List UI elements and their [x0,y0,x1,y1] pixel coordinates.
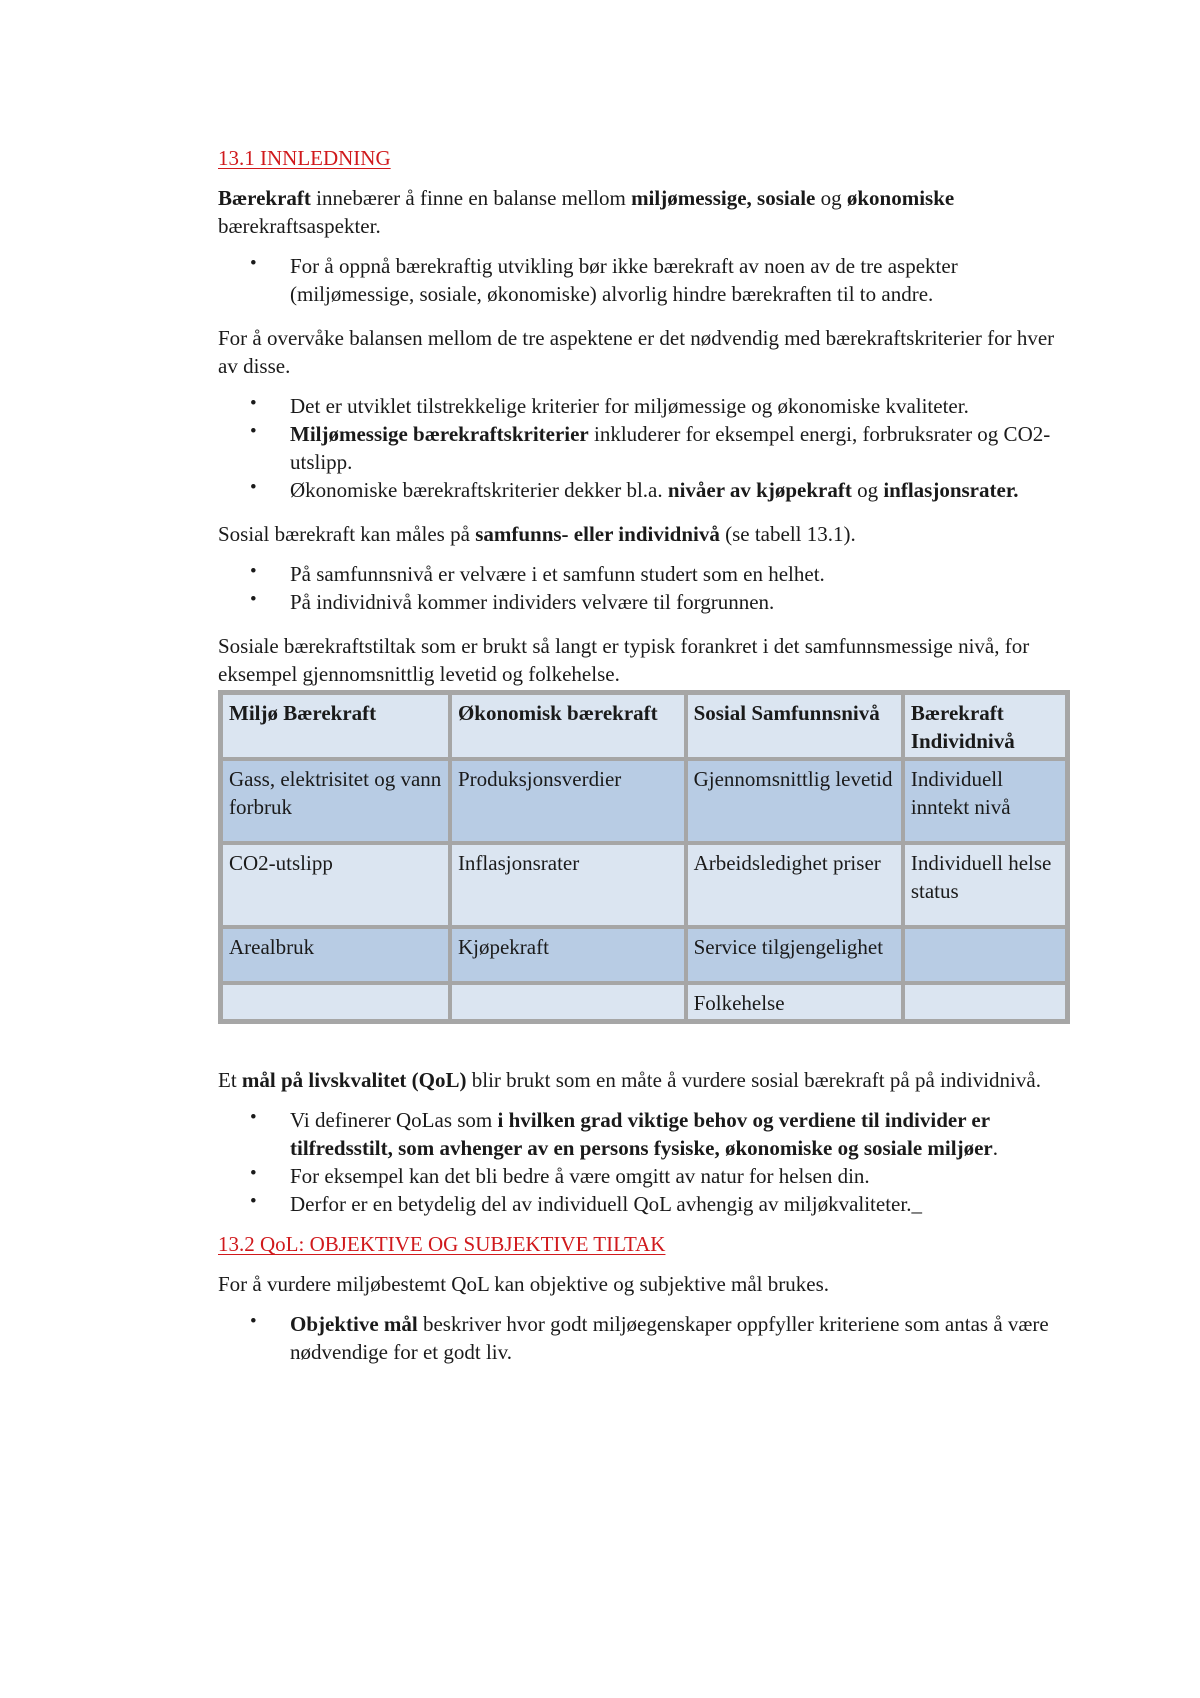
bullet-list [218,560,1078,616]
table-cell: Produksjonsverdier [450,759,686,843]
list-item [218,420,1078,476]
bullet-icon: • [250,253,257,274]
text: På individnivå kommer individers velvære til forgrunnen. [290,590,775,614]
table-cell [903,983,1067,1021]
bullet-list [218,1310,1078,1366]
table-cell: CO2-utslipp [221,843,450,927]
text: og [851,478,884,502]
table-cell: Arealbruk [221,927,450,983]
table-header-row [221,693,1067,759]
text: innebærer å finne en balanse mellom [310,186,632,210]
sustainability-table [218,690,1070,1024]
bullet-icon: • [250,1191,257,1212]
bullet-icon: • [250,421,257,442]
text: Et [218,1068,242,1092]
table-cell: Kjøpekraft [450,927,686,983]
list-item [218,476,1078,504]
bullet-icon: • [250,1311,257,1332]
table-cell: Individuell inntekt nivå [903,759,1067,843]
text-bold: Bærekraft [218,186,311,210]
text: og [815,186,847,210]
table-cell [450,983,686,1021]
bullet-icon: • [250,477,257,498]
table-cell: Folkehelse [686,983,903,1021]
table-header-cell: Sosial Samfunnsnivå [686,693,903,759]
list-item [218,1106,1078,1162]
table-row [221,759,1067,843]
text: (se tabell 13.1). [719,522,856,546]
section-heading-qol-measures: 13.2 QoL: OBJEKTIVE OG SUBJEKTIVE TILTAK [218,1232,666,1256]
text: Økonomiske bærekraftskriterier dekker bl.a. [290,478,668,502]
list-item [218,1190,1078,1218]
text: blir brukt som en måte å vurdere sosial bærekraft på på individnivå. [466,1068,1041,1092]
list-item [218,588,1078,616]
text-bold: mål på livskvalitet (QoL) [241,1068,467,1092]
text: beskriver hvor godt miljøegenskaper oppfyller kriteriene som antas å være nødvendige for et godt liv. [290,1312,1049,1364]
text-bold: Miljømessige bærekraftskriterier [290,422,589,446]
text-bold: inflasjonsrater. [883,478,1019,502]
list-item [218,392,1078,420]
paragraph: Sosiale bærekraftstiltak som er brukt så langt er typisk forankret i det samfunnsmessige nivå, for eksempel gjennomsnittlig levetid og folkehelse. [218,634,1030,686]
list-item [218,560,1078,588]
text: . [992,1136,998,1160]
table-row [221,927,1067,983]
bullet-icon: • [250,393,257,414]
bullet-list [218,252,1078,308]
bullet-list [218,392,1078,504]
list-item [218,1162,1078,1190]
paragraph [218,520,1078,548]
text: På samfunnsnivå er velvære i et samfunn studert som en helhet. [290,562,825,586]
text: Det er utviklet tilstrekkelige kriterier for miljømessige og økonomiske kvaliteter. [290,394,969,418]
bullet-icon: • [250,1163,257,1184]
text-bold: miljømessige, sosiale [631,186,816,210]
bullet-icon: • [250,561,257,582]
paragraph-qol [218,1066,1078,1094]
table-header-cell: Økonomisk bærekraft [450,693,686,759]
text: inkluderer for eksempel energi, forbruksrater og CO2-utslipp. [290,422,1051,474]
text: Vi definerer QoLas som [290,1108,498,1132]
text-bold: nivåer av kjøpekraft [667,478,852,502]
list-item [218,252,1078,308]
text-bold: samfunns- eller individnivå [475,522,720,546]
document-content [218,144,1078,1366]
text-bold: Objektive mål [290,1312,418,1336]
section-heading-innledning: 13.1 INNLEDNING [218,146,391,170]
paragraph: For å overvåke balansen mellom de tre aspektene er det nødvendig med bærekraftskriterier for hver av disse. [218,326,1055,378]
bullet-icon: • [250,1107,257,1128]
text: Sosial bærekraft kan måles på [218,522,476,546]
table-cell: Individuell helse status [903,843,1067,927]
text: Derfor er en betydelig del av individuell QoL avhengig av miljøkvaliteter._ [290,1192,922,1216]
text: For eksempel kan det bli bedre å være omgitt av natur for helsen din. [290,1164,870,1188]
paragraph: For å vurdere miljøbestemt QoL kan objektive og subjektive mål brukes. [218,1272,829,1296]
paragraph-intro [218,184,1078,240]
text: bærekraftsaspekter. [218,214,381,238]
list-item [218,1310,1078,1366]
table-header-cell: Bærekraft Individnivå [903,693,1067,759]
table-header-cell: Miljø Bærekraft [221,693,450,759]
table-row [221,843,1067,927]
table-row [221,983,1067,1021]
text: For å oppnå bærekraftig utvikling bør ikke bærekraft av noen av de tre aspekter (miljømessige, sosiale, økonomiske) alvorlig hindre bærekraften til to andre. [290,254,958,306]
table-cell: Arbeidsledighet priser [686,843,903,927]
table-cell: Gass, elektrisitet og vann forbruk [221,759,450,843]
bullet-list [218,1106,1078,1218]
table-cell [903,927,1067,983]
text-bold: økonomiske [846,186,955,210]
bullet-icon: • [250,589,257,610]
table-cell [221,983,450,1021]
text-bold: i hvilken grad viktige behov og verdiene til individer er tilfredsstilt, som avhenger av en persons fysiske, økonomiske og sosiale miljøer [290,1108,993,1160]
table-cell: Service tilgjengelighet [686,927,903,983]
table-cell: Inflasjonsrater [450,843,686,927]
table-cell: Gjennomsnittlig levetid [686,759,903,843]
